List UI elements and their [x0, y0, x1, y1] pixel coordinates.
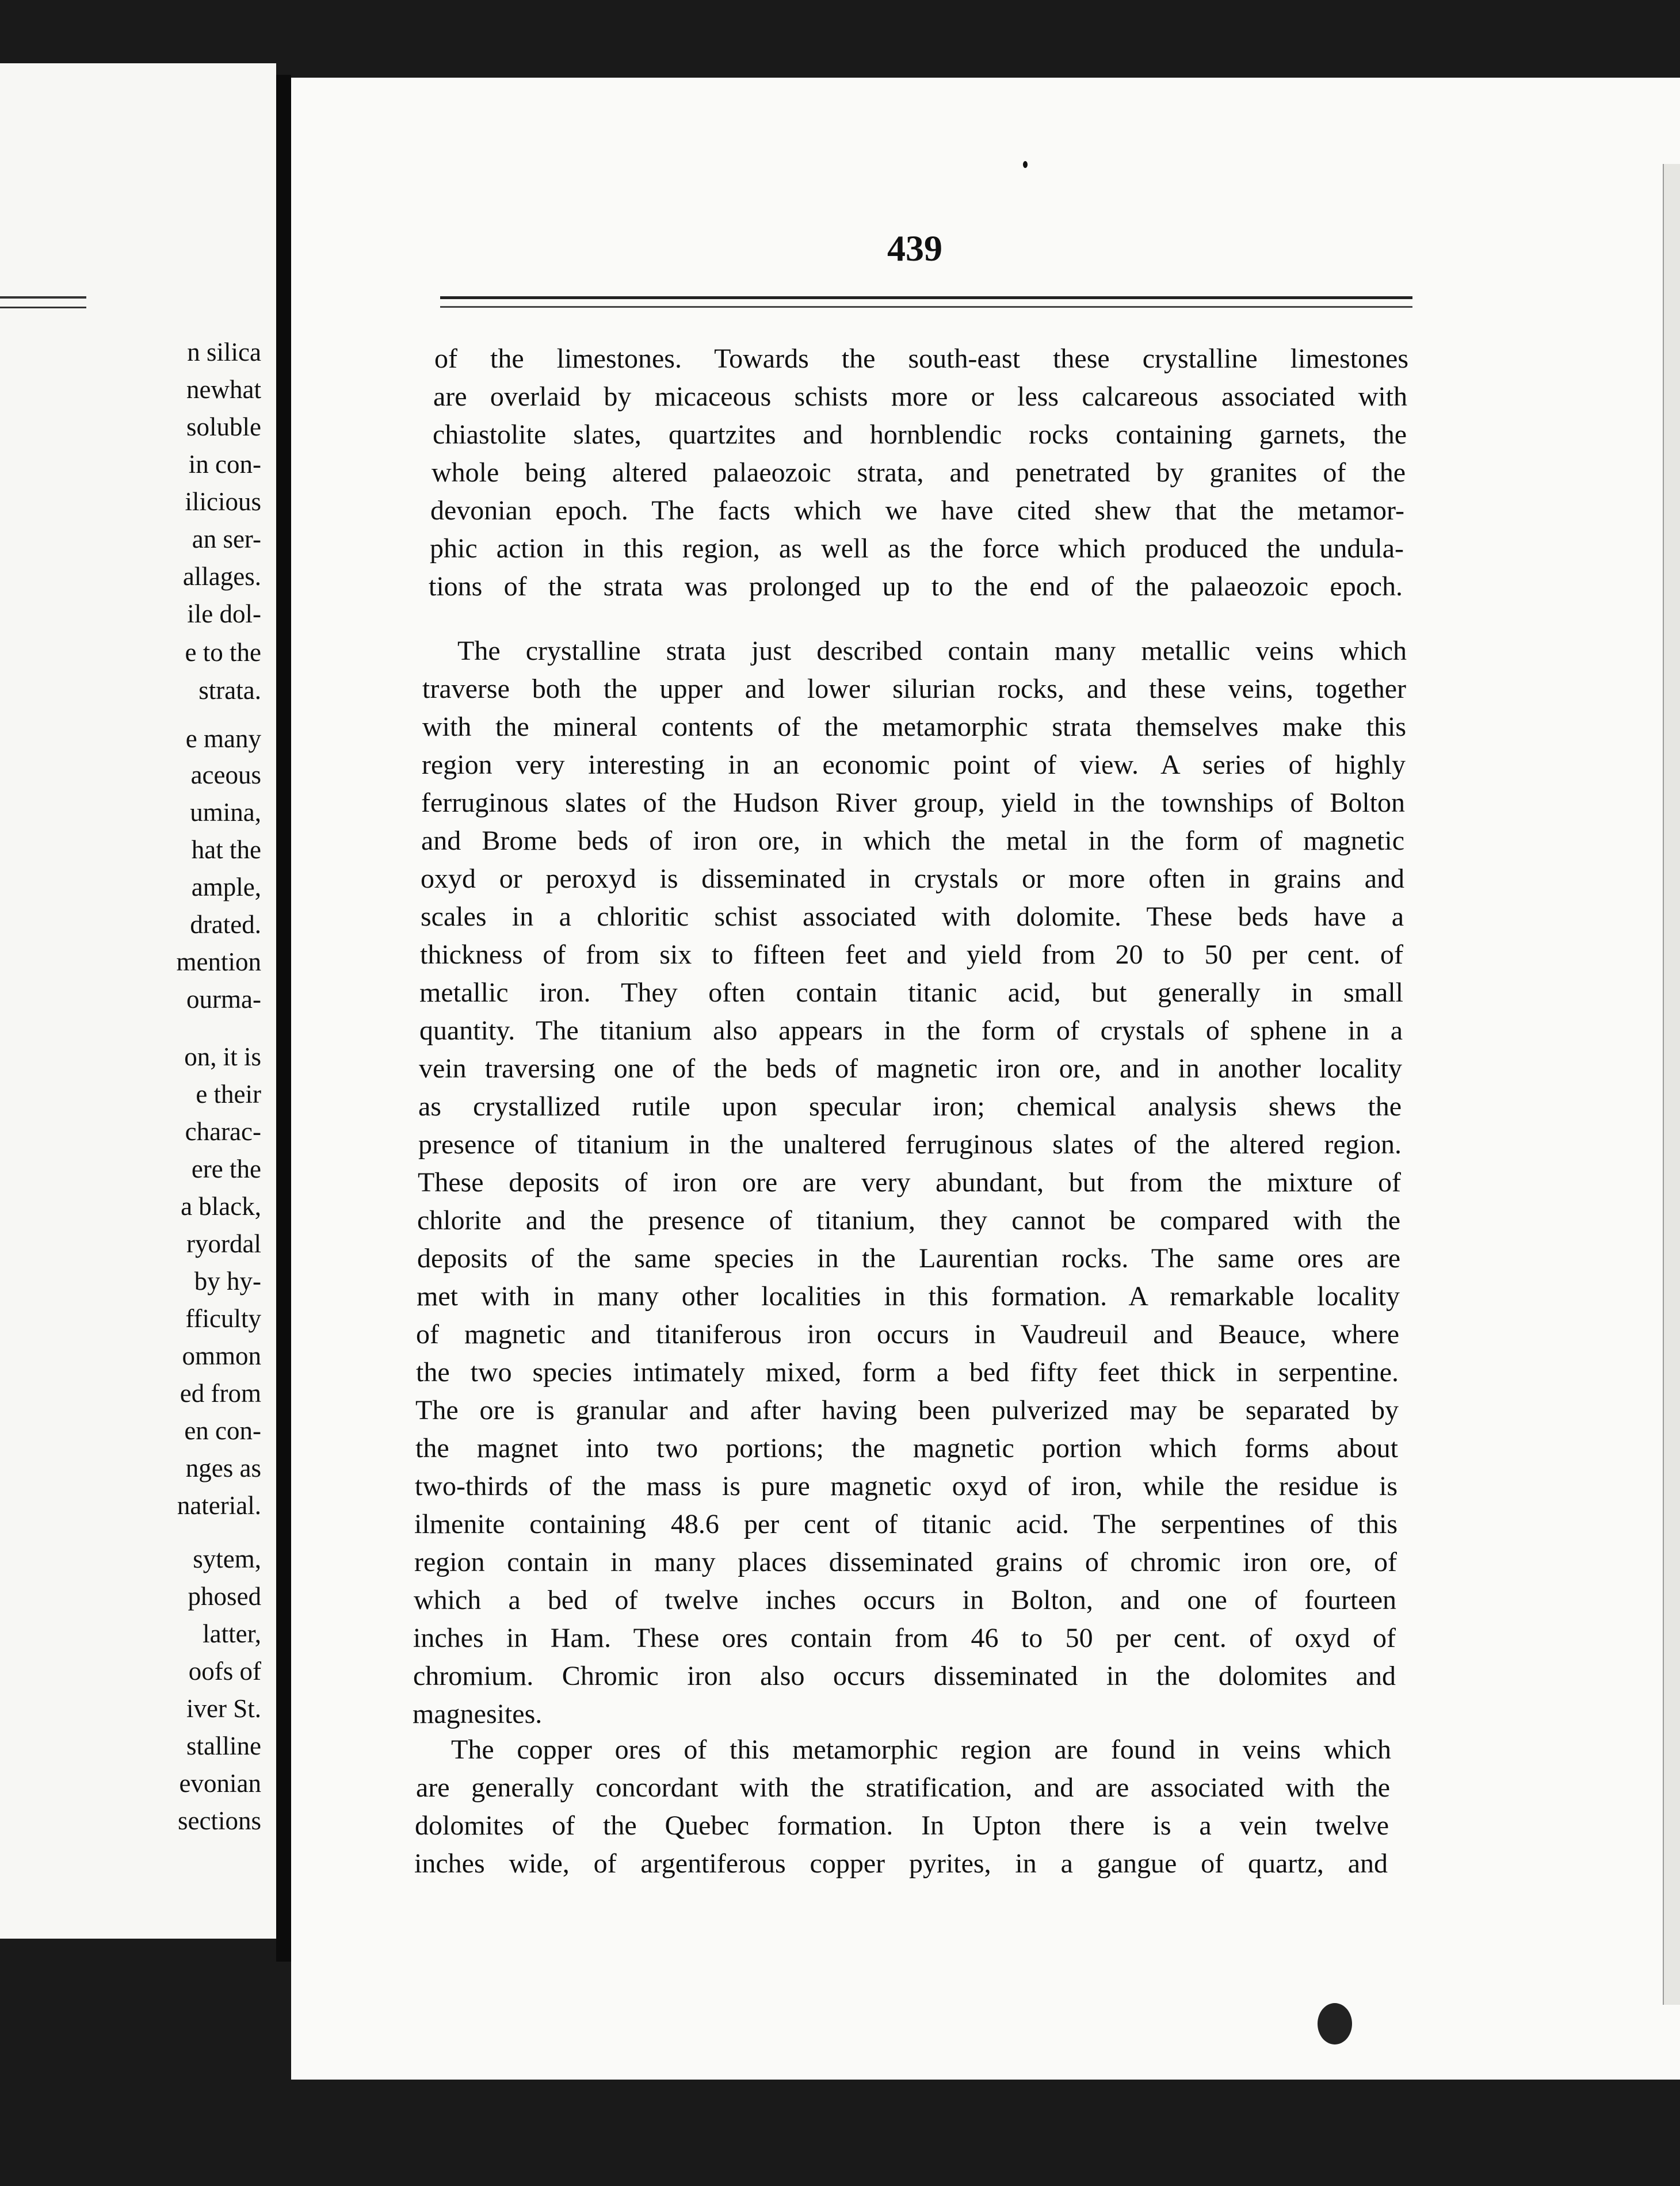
left-page-line: ilicious — [185, 487, 261, 516]
text-line: oxyd or peroxyd is disseminated in crystals or more often in grains and — [421, 863, 1404, 894]
text-line: deposits of the same species in the Laurentian rocks. The same ores are — [417, 1243, 1400, 1274]
text-line: scales in a chloritic schist associated with dolomite. These beds have a — [421, 901, 1404, 932]
left-page-line: drated. — [190, 910, 261, 939]
text-line: thickness of from six to fifteen feet and yield from 20 to 50 per cent. of — [420, 939, 1403, 970]
text-line: are generally concordant with the stratification, and are associated with the — [416, 1772, 1390, 1803]
text-line: dolomites of the Quebec formation. In Upton there is a vein twelve — [415, 1810, 1389, 1841]
left-page-line: sections — [178, 1806, 261, 1835]
left-page-line: umina, — [190, 798, 261, 827]
text-line: phic action in this region, as well as the force which produced the undula- — [430, 533, 1404, 564]
left-page-line: hat the — [191, 835, 261, 864]
text-line: the two species intimately mixed, form a bed fifty feet thick in serpentine. — [416, 1357, 1399, 1388]
left-page-line: ed from — [180, 1379, 261, 1408]
left-page-rule — [0, 296, 86, 308]
text-line: the magnet into two portions; the magnetic portion which forms about — [415, 1433, 1398, 1463]
text-line: as crystallized rutile upon specular iron; chemical analysis shews the — [418, 1091, 1402, 1122]
text-line: with the mineral contents of the metamorphic strata themselves make this — [422, 712, 1406, 742]
book-gutter — [276, 75, 291, 1962]
speck — [1318, 2003, 1352, 2044]
left-page-line: mention — [176, 947, 261, 976]
left-page-line: latter, — [203, 1619, 261, 1648]
text-line: vein traversing one of the beds of magnetic iron ore, and in another locality — [419, 1053, 1402, 1084]
text-line: These deposits of iron ore are very abundant, but from the mixture of — [418, 1167, 1401, 1198]
text-line: and Brome beds of iron ore, in which the metal in the form of magnetic — [421, 826, 1404, 856]
left-page-line: ile dol- — [187, 599, 261, 628]
left-page-line: charac- — [185, 1117, 261, 1146]
left-page-line: by hy- — [194, 1267, 261, 1295]
left-page-line: e their — [196, 1080, 261, 1109]
text-line: The copper ores of this metamorphic region are found in veins which — [451, 1734, 1391, 1765]
left-page-line: soluble — [186, 412, 261, 441]
left-page-line: n silica — [187, 338, 261, 366]
left-page-line: e many — [185, 724, 261, 753]
left-page-line: iver St. — [186, 1694, 261, 1723]
left-page-line: aceous — [190, 760, 261, 789]
text-line: presence of titanium in the unaltered ferruginous slates of the altered region. — [418, 1129, 1402, 1160]
page-number: 439 — [887, 228, 942, 269]
text-line: metallic iron. They often contain titanic acid, but generally in small — [419, 977, 1403, 1008]
speck — [1023, 161, 1028, 168]
header-rule — [440, 296, 1412, 308]
left-page-line: in con- — [188, 450, 261, 479]
page-edge — [1663, 164, 1680, 2005]
text-line: chlorite and the presence of titanium, they cannot be compared with the — [417, 1205, 1400, 1236]
text-line: magnesites. — [413, 1699, 543, 1729]
text-line: quantity. The titanium also appears in the form of crystals of sphene in a — [419, 1015, 1403, 1046]
text-line: region very interesting in an economic point of view. A series of highly — [422, 750, 1406, 780]
left-page-line: strata. — [198, 676, 261, 705]
text-line: whole being altered palaeozoic strata, and penetrated by granites of the — [432, 457, 1406, 488]
left-page-line: newhat — [186, 375, 261, 404]
left-page-line: sytem, — [193, 1545, 261, 1573]
text-line: are overlaid by micaceous schists more or less calcareous associated with — [433, 381, 1407, 412]
text-line: two-thirds of the mass is pure magnetic oxyd of iron, while the residue is — [415, 1471, 1398, 1501]
left-page-line: ere the — [191, 1155, 261, 1183]
left-page-line: phosed — [188, 1582, 261, 1611]
left-page-line: oofs of — [188, 1657, 261, 1686]
left-page-line: e to the — [185, 638, 261, 667]
text-line: of the limestones. Towards the south-east these crystalline limestones — [434, 343, 1408, 374]
left-page-line: ample, — [191, 873, 261, 901]
left-page-line: en con- — [184, 1416, 261, 1445]
left-page-line: nges as — [185, 1454, 261, 1482]
text-line: tions of the strata was prolonged up to the end of the palaeozoic epoch. — [429, 571, 1403, 602]
left-page-line: fficulty — [185, 1304, 261, 1333]
text-line: devonian epoch. The facts which we have cited shew that the metamor- — [430, 495, 1404, 526]
left-page-line: allages. — [182, 562, 261, 591]
text-line: traverse both the upper and lower silurian rocks, and these veins, together — [422, 674, 1406, 704]
left-page-line: on, it is — [184, 1042, 261, 1071]
text-line: which a bed of twelve inches occurs in Bolton, and one of fourteen — [414, 1585, 1396, 1615]
text-line: The ore is granular and after having been pulverized may be separated by — [415, 1395, 1399, 1426]
text-line: The crystalline strata just described contain many metallic veins which — [457, 636, 1407, 666]
left-page-line: stalline — [186, 1732, 261, 1760]
left-page-line: ourma- — [186, 985, 261, 1014]
text-line: inches in Ham. These ores contain from 46 to 50 per cent. of oxyd of — [413, 1623, 1396, 1653]
left-page-line: ryordal — [186, 1229, 261, 1258]
text-line: chromium. Chromic iron also occurs disseminated in the dolomites and — [413, 1661, 1396, 1691]
text-line: met with in many other localities in this formation. A remarkable locality — [417, 1281, 1400, 1312]
text-line: inches wide, of argentiferous copper pyrites, in a gangue of quartz, and — [414, 1848, 1388, 1879]
text-line: region contain in many places disseminated grains of chromic iron ore, of — [414, 1547, 1397, 1577]
text-line: of magnetic and titaniferous iron occurs in Vaudreuil and Beauce, where — [416, 1319, 1399, 1350]
left-page-line: an ser- — [192, 525, 261, 553]
left-page-line: evonian — [179, 1769, 261, 1798]
text-line: ilmenite containing 48.6 per cent of titanic acid. The serpentines of this — [414, 1509, 1398, 1539]
text-line: chiastolite slates, quartzites and hornblendic rocks containing garnets, the — [433, 419, 1407, 450]
left-page-line: a black, — [181, 1192, 261, 1221]
left-page-line: naterial. — [177, 1491, 261, 1520]
left-page-line: ommon — [182, 1342, 261, 1370]
text-line: ferruginous slates of the Hudson River group, yield in the townships of Bolton — [421, 788, 1405, 818]
